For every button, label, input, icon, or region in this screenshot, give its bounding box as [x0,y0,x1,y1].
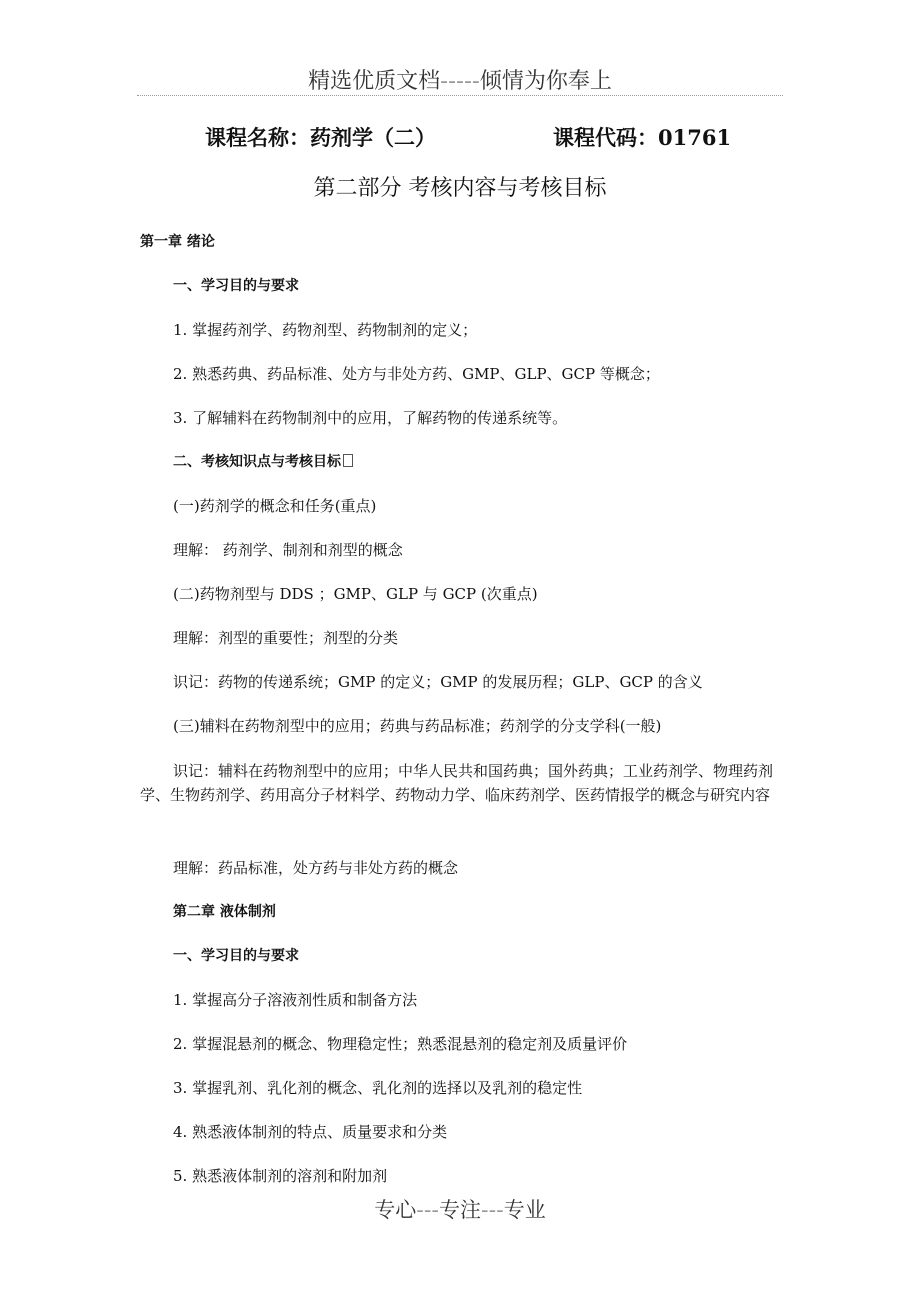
knowledge-point-1-understand: 理解： 药剂学、制剂和剂型的概念 [173,541,403,559]
list-item: 1. 掌握药剂学、药物剂型、药物制剂的定义； [173,321,478,339]
chapter1-title: 第一章 绪论 [140,234,215,250]
list-item: 3. 了解辅料在药物制剂中的应用，了解药物的传递系统等。 [173,409,568,427]
knowledge-point-3-recognize: 识记：辅料在药物剂型中的应用；中华人民共和国药典；国外药典；工业药剂学、物理药剂学、生物药剂学、药用高分子材料学、药物动力学、临床药剂学、医药情报学的概念与研究内容 [140,762,774,804]
header-divider [137,95,783,96]
list-item: 3. 掌握乳剂、乳化剂的概念、乳化剂的选择以及乳剂的稳定性 [173,1079,583,1097]
chapter1-objectives-heading: 一、学习目的与要求 [173,278,299,294]
list-item: 4. 熟悉液体制剂的特点、质量要求和分类 [173,1123,448,1141]
section-title: 第二部分 考核内容与考核目标 [313,176,607,201]
page-footer: 专心---专注---专业 [374,1198,546,1222]
list-item: 1. 掌握高分子溶液剂性质和制备方法 [173,991,418,1009]
list-item: 2. 掌握混悬剂的概念、物理稳定性；熟悉混悬剂的稳定剂及质量评价 [173,1035,628,1053]
knowledge-point-2: (二)药物剂型与 DDS ；GMP、GLP 与 GCP (次重点) [173,585,538,603]
list-item: 5. 熟悉液体制剂的溶剂和附加剂 [173,1167,388,1185]
list-item: 2. 熟悉药典、药品标准、处方与非处方药、GMP、GLP、GCP 等概念； [173,365,660,383]
knowledge-point-2-understand: 理解：剂型的重要性；剂型的分类 [173,629,399,647]
box-glyph-icon [343,454,353,467]
course-code: 课程代码：01761 [553,125,732,150]
header-text: 精选优质文档-----倾情为你奉上 [308,69,612,94]
chapter2-objectives-heading: 一、学习目的与要求 [173,948,299,964]
course-name: 课程名称：药剂学（二） [205,125,436,150]
knowledge-point-3: (三)辅料在药物剂型中的应用；药典与药品标准；药剂学的分支学科(一般) [173,717,662,735]
assessment-heading-text: 二、考核知识点与考核目标 [173,454,341,470]
knowledge-point-2-recognize: 识记：药物的传递系统；GMP 的定义；GMP 的发展历程；GLP、GCP 的含义 [173,673,703,691]
knowledge-point-1: (一)药剂学的概念和任务(重点) [173,497,377,515]
chapter1-assessment-heading [173,452,353,472]
knowledge-point-3-understand: 理解：药品标准，处方药与非处方药的概念 [173,859,459,877]
chapter2-title: 第二章 液体制剂 [173,904,276,920]
